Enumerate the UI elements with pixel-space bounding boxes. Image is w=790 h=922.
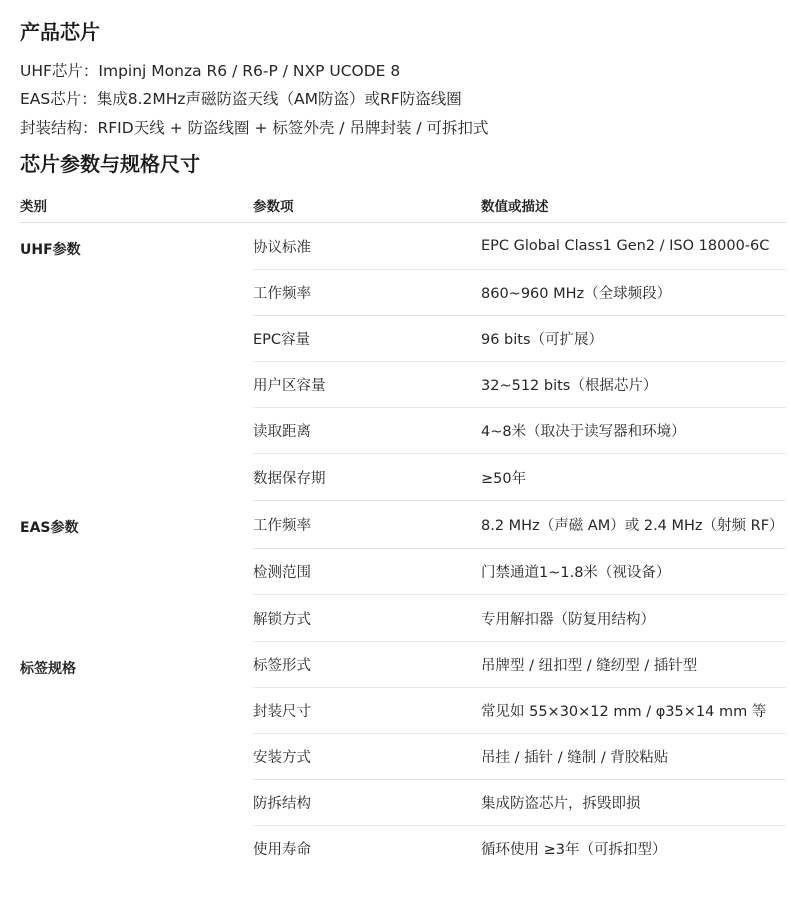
value-cell: 860~960 MHz（全球频段） <box>481 270 786 316</box>
value-cell: 专用解扣器（防复用结构） <box>481 595 786 642</box>
table-row <box>20 223 786 270</box>
param-cell: 标签形式 <box>253 642 481 688</box>
header-param: 参数项 <box>253 187 481 223</box>
value-cell: 4~8米（取决于读写器和环境） <box>481 408 786 454</box>
table-header-row <box>20 187 786 223</box>
category-cell: 标签规格 <box>20 660 76 677</box>
param-cell: 使用寿命 <box>253 842 311 859</box>
header-value: 数值或描述 <box>481 187 786 223</box>
value-cell: EPC Global Class1 Gen2 / ISO 18000-6C <box>481 223 786 270</box>
value-cell: 96 bits（可扩展） <box>481 316 786 362</box>
value-cell: 8.2 MHz（声磁 AM）或 2.4 MHz（射频 RF） <box>481 501 786 549</box>
param-cell: 封装尺寸 <box>253 688 481 734</box>
chip-params-title: 芯片参数与规格尺寸 <box>20 152 200 176</box>
param-cell: 工作频率 <box>253 270 481 316</box>
value-cell: 门禁通道1~1.8米（视设备） <box>481 549 786 595</box>
eas-chip-line: EAS芯片：集成8.2MHz声磁防盗天线（AM防盗）或RF防盗线圈 <box>20 90 462 108</box>
param-cell: 解锁方式 <box>253 595 481 642</box>
param-cell: 工作频率 <box>253 501 481 549</box>
spec-table-body <box>20 223 786 872</box>
param-cell: 读取距离 <box>253 408 481 454</box>
param-cell: 数据保存期 <box>253 454 481 501</box>
table-row <box>20 501 786 549</box>
category-cell: UHF参数 <box>20 242 81 258</box>
param-cell: 检测范围 <box>253 549 481 595</box>
category-cell: EAS参数 <box>20 519 79 536</box>
param-cell: 防拆结构 <box>253 780 481 826</box>
value-cell: ≥50年 <box>481 454 786 501</box>
value-cell: 吊挂 / 插针 / 缝制 / 背胶粘贴 <box>481 734 786 780</box>
header-category: 类别 <box>20 187 253 223</box>
param-cell: EPC容量 <box>253 316 481 362</box>
value-cell: 32~512 bits（根据芯片） <box>481 362 786 408</box>
value-cell: 循环使用 ≥3年（可拆扣型） <box>481 842 667 859</box>
uhf-chip-line: UHF芯片：Impinj Monza R6 / R6-P / NXP UCODE 8 <box>20 62 401 80</box>
param-cell: 用户区容量 <box>253 362 481 408</box>
value-cell: 常见如 55×30×12 mm / φ35×14 mm 等 <box>481 688 786 734</box>
spec-table <box>20 187 786 872</box>
param-cell: 安装方式 <box>253 734 481 780</box>
value-cell: 集成防盗芯片，拆毁即损 <box>481 780 786 826</box>
table-row <box>20 642 786 688</box>
product-chip-title: 产品芯片 <box>20 20 100 44</box>
param-cell: 协议标准 <box>253 223 481 270</box>
value-cell: 吊牌型 / 纽扣型 / 缝纫型 / 插针型 <box>481 642 786 688</box>
package-structure-line: 封装结构：RFID天线 + 防盗线圈 + 标签外壳 / 吊牌封装 / 可拆扣式 <box>20 119 489 137</box>
